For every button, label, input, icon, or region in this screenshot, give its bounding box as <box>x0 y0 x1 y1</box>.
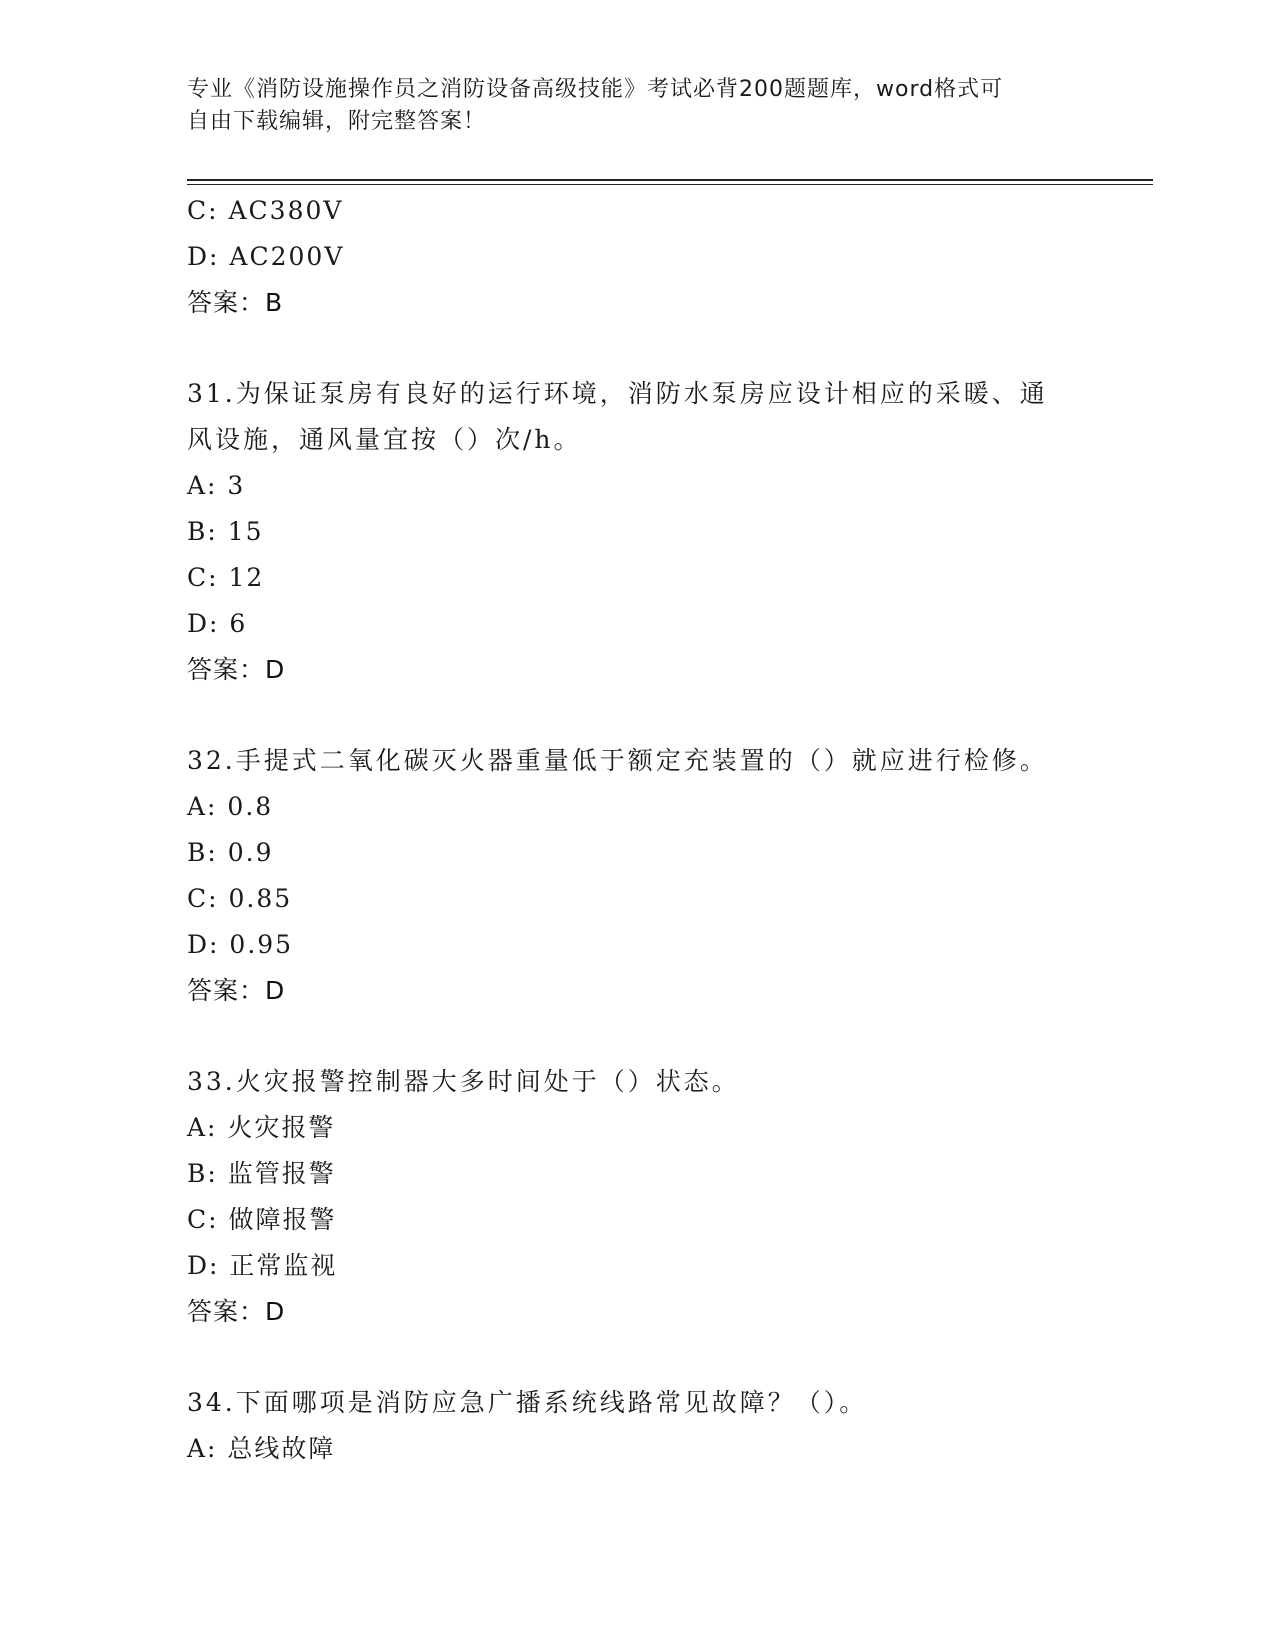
option-d: D: 0.95 <box>187 930 294 959</box>
option-b: B: 15 <box>187 517 264 546</box>
question-stem: 34.下面哪项是消防应急广播系统线路常见故障？（）。 <box>187 1388 868 1417</box>
answer-line: 答案：D <box>187 976 286 1005</box>
header-title-line-1: 专业《消防设施操作员之消防设备高级技能》考试必背200题题库，word格式可 <box>187 77 1004 102</box>
answer-line: 答案：B <box>187 288 284 317</box>
option-c: C: 0.85 <box>187 884 293 913</box>
option-a: A: 3 <box>187 471 246 500</box>
option-a: A: 0.8 <box>187 792 274 821</box>
question-content <box>187 188 1153 1472</box>
option-d: D: 正常监视 <box>187 1251 338 1280</box>
option-b: B: 0.9 <box>187 838 274 867</box>
option-a: A: 火灾报警 <box>187 1113 336 1142</box>
option-d: D: 6 <box>187 609 248 638</box>
spacer <box>187 1335 1153 1380</box>
option-c: C: 12 <box>187 563 265 592</box>
header-divider-thick <box>187 179 1153 181</box>
spacer <box>187 693 1153 738</box>
question-stem: 32.手提式二氧化碳灭火器重量低于额定充装置的（）就应进行检修。 <box>187 746 1048 775</box>
question-32 <box>187 738 1153 1014</box>
spacer <box>187 1014 1153 1059</box>
page-header <box>187 74 1087 138</box>
header-title-line-2: 自由下载编辑，附完整答案！ <box>187 109 487 134</box>
question-stem: 33.火灾报警控制器大多时间处于（）状态。 <box>187 1067 740 1096</box>
question-33 <box>187 1059 1153 1335</box>
option-c: C: 做障报警 <box>187 1205 337 1234</box>
answer-line: 答案：D <box>187 655 286 684</box>
option-a: A: 总线故障 <box>187 1434 336 1463</box>
question-34 <box>187 1380 1153 1472</box>
spacer <box>187 326 1153 371</box>
option-b: B: 监管报警 <box>187 1159 336 1188</box>
question-31 <box>187 371 1153 693</box>
question-continuation <box>187 188 1153 326</box>
question-stem: 31.为保证泵房有良好的运行环境，消防水泵房应设计相应的采暖、通 <box>187 379 1048 408</box>
option-d: D: AC200V <box>187 242 345 271</box>
option-c: C: AC380V <box>187 196 344 225</box>
question-stem: 风设施，通风量宜按（）次/h。 <box>187 425 582 454</box>
header-divider-thin <box>187 184 1153 185</box>
answer-line: 答案：D <box>187 1297 286 1326</box>
